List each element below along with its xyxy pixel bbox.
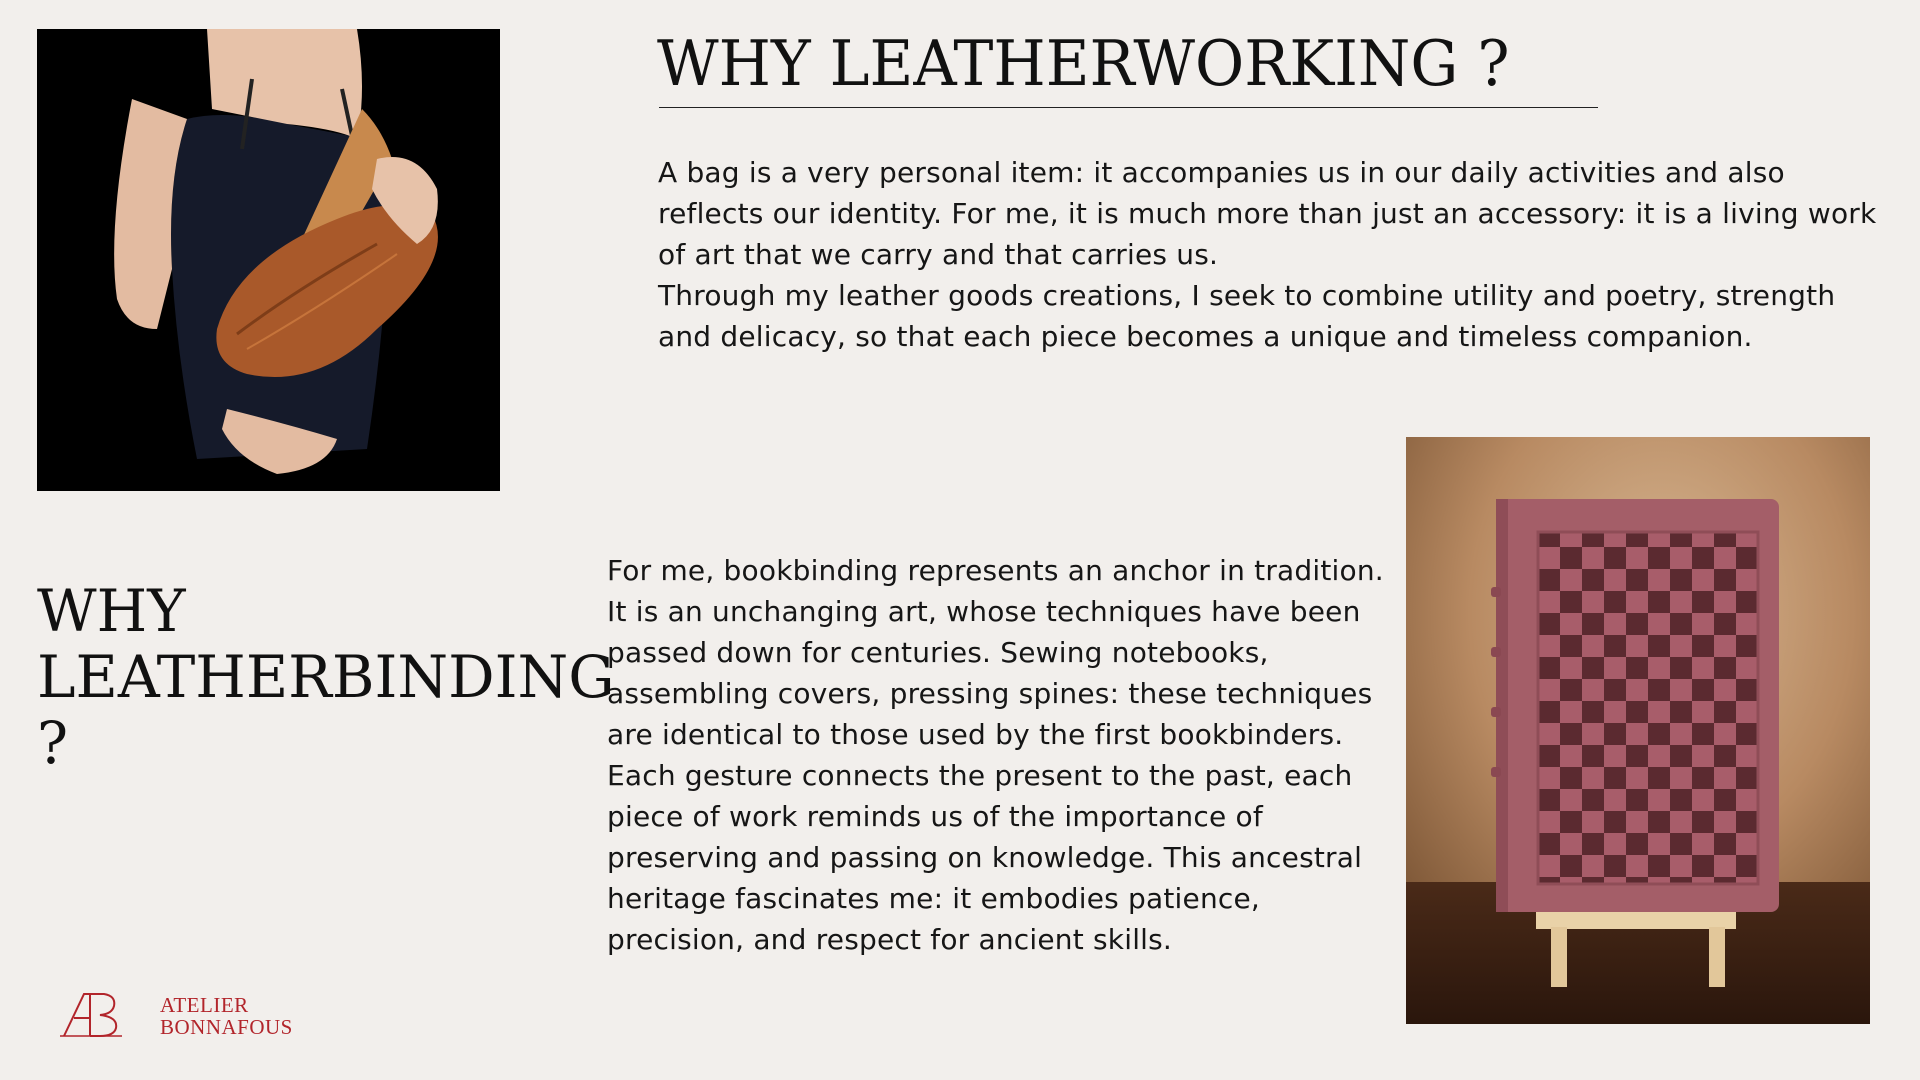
leatherbinding-paragraph-1: For me, bookbinding represents an anchor in tradition. It is an unchanging art, whose techniques have been passed down for centuries. Sewing notebooks, assembling covers, pressing spines: these techniques are identical to those used by the first bookbinders. [607, 554, 1384, 751]
leatherbinding-heading-line-2: LEATHERBINDING [37, 643, 615, 711]
leatherbinding-text [607, 550, 1397, 960]
leatherbinding-heading [37, 577, 615, 777]
leatherworking-heading: WHY LEATHERWORKING ? [657, 27, 1510, 101]
leatherbinding-paragraph-2: Each gesture connects the present to the past, each piece of work reminds us of the importance of preserving and passing on knowledge. This ancestral heritage fascinates me: it embodies patience, precision, and respect for ancient skills. [607, 759, 1363, 956]
logo-line-1: ATELIER [160, 993, 249, 1017]
logo-line-2: BONNAFOUS [160, 1015, 293, 1039]
leatherworking-text [658, 152, 1888, 357]
belt-bag-photo [37, 29, 500, 491]
heading-divider [659, 107, 1598, 108]
ab-monogram-icon [60, 990, 122, 1040]
leatherbinding-heading-line-1: WHY [37, 577, 186, 645]
leatherworking-paragraph-1: A bag is a very personal item: it accompanies us in our daily activities and also reflects our identity. For me, it is much more than just an accessory: it is a living work of art that we carry and that carries us. [658, 156, 1877, 271]
leatherworking-paragraph-2: Through my leather goods creations, I seek to combine utility and poetry, strength and delicacy, so that each piece becomes a unique and timeless companion. [658, 279, 1836, 353]
bound-book-photo [1406, 437, 1870, 1024]
logo-wordmark [160, 994, 293, 1038]
leatherbinding-heading-line-3: ? [37, 709, 69, 777]
atelier-bonnafous-logo [60, 990, 300, 1040]
